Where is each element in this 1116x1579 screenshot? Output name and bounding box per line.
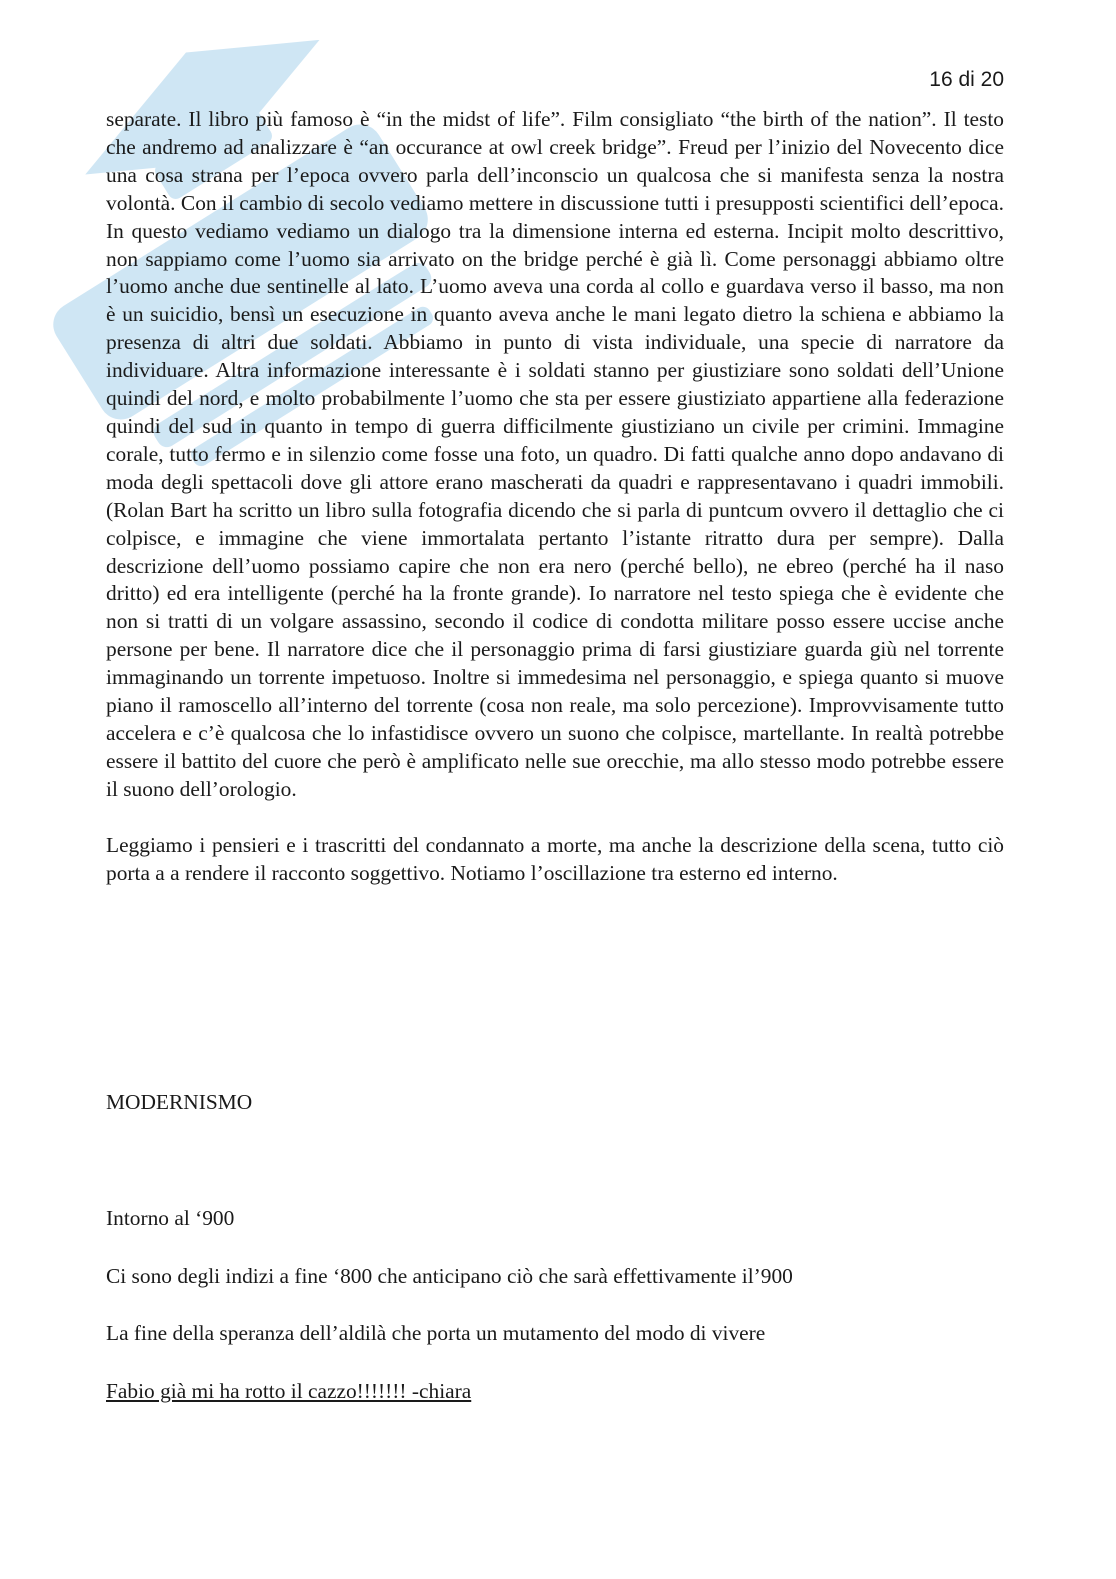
document-body	[106, 106, 1004, 887]
page-number: 16 di 20	[929, 68, 1004, 91]
text-line-3: La fine della speranza dell’aldilà che porta un mutamento del modo di vivere	[106, 1321, 766, 1345]
paragraph-body-2: Leggiamo i pensieri e i trascritti del condannato a morte, ma anche la descrizione della scena, tutto ciò porta a a rendere il racconto soggettivo. Notiamo l’oscillazione tra esterno ed interno.	[106, 832, 1004, 885]
paragraph-body-1: separate. Il libro più famoso è “in the midst of life”. Film consigliato “the birth of the nation”. Il testo che andremo ad analizzare è “an occurance at owl creek bridge”. Freud per l’inizio del Novecento dice una cosa strana per l’epoca ovvero parla dell’inconscio un qualcosa che si manifesta senza la nostra volontà. Con il cambio di secolo vediamo mettere in discussione tutti i presupposti scientifici dell’epoca. In questo vediamo vediamo un dialogo tra la dimensione interna ed esterna. Incipit molto descrittivo, non sappiamo come l’uomo sia arrivato on the bridge perché è già lì. Come personaggi abbiamo oltre l’uomo anche due sentinelle al lato. L’uomo aveva una corda al collo e guardava verso il basso, ma non è un suicidio, bensì un esecuzione in quanto aveva anche le mani legato dietro la schiena e abbiamo la presenza di altri due soldati. Abbiamo in punto di vista individuale, una specie di narratore da individuare. Altra informazione interessante è i soldati stanno per giustiziare sono soldati dell’Unione quindi del nord, e molto probabilmente l’uomo che sta per essere giustiziato appartiene alla federazione quindi del sud in quanto in tempo di guerra difficilmente giustiziano un civile per crimini. Immagine corale, tutto fermo e in silenzio come fosse una foto, un quadro. Di fatti qualche anno dopo andavano di moda degli spettacoli dove gli attore erano mascherati da quadri e rappresentavano i quadri immobili. (Rolan Bart ha scritto un libro sulla fotografia dicendo che si parla di puntcum ovvero il dettaglio che ci colpisce, e immagine che viene immortalata pertanto l’istante ritratto dura per sempre). Dalla descrizione dell’uomo possiamo capire che non era nero (perché bello), ne ebreo (perché ha il naso dritto) ed era intelligente (perché ha la fronte grande). Io narratore nel testo spiega che è evidente che non si tratti di un volgare assassino, secondo il codice di condotta militare posso essere uccise anche persone per bene. Il narratore dice che il personaggio prima di farsi giustiziare guarda giù nel torrente immaginando un torrente impetuoso. Inoltre si immedesima nel personaggio, e spiega quanto si muove piano il ramoscello all’interno del torrente (cosa non reale, ma solo percezione). Improvvisamente tutto accelera e c’è qualcosa che lo infastidisce ovvero un suono che colpisce, martellante. In realtà potrebbe essere il battito del cuore che però è amplificato nelle sue orecchie, ma allo stesso modo potrebbe essere il suono dell’orologio.	[106, 107, 1004, 801]
text-line-2: Ci sono degli indizi a fine ‘800 che anticipano ciò che sarà effettivamente il’900	[106, 1264, 793, 1288]
text-line-4-underlined: Fabio già mi ha rotto il cazzo!!!!!!! -chiara	[106, 1379, 472, 1403]
text-line-1: Intorno al ‘900	[106, 1206, 235, 1230]
section-heading: MODERNISMO	[106, 1090, 253, 1114]
